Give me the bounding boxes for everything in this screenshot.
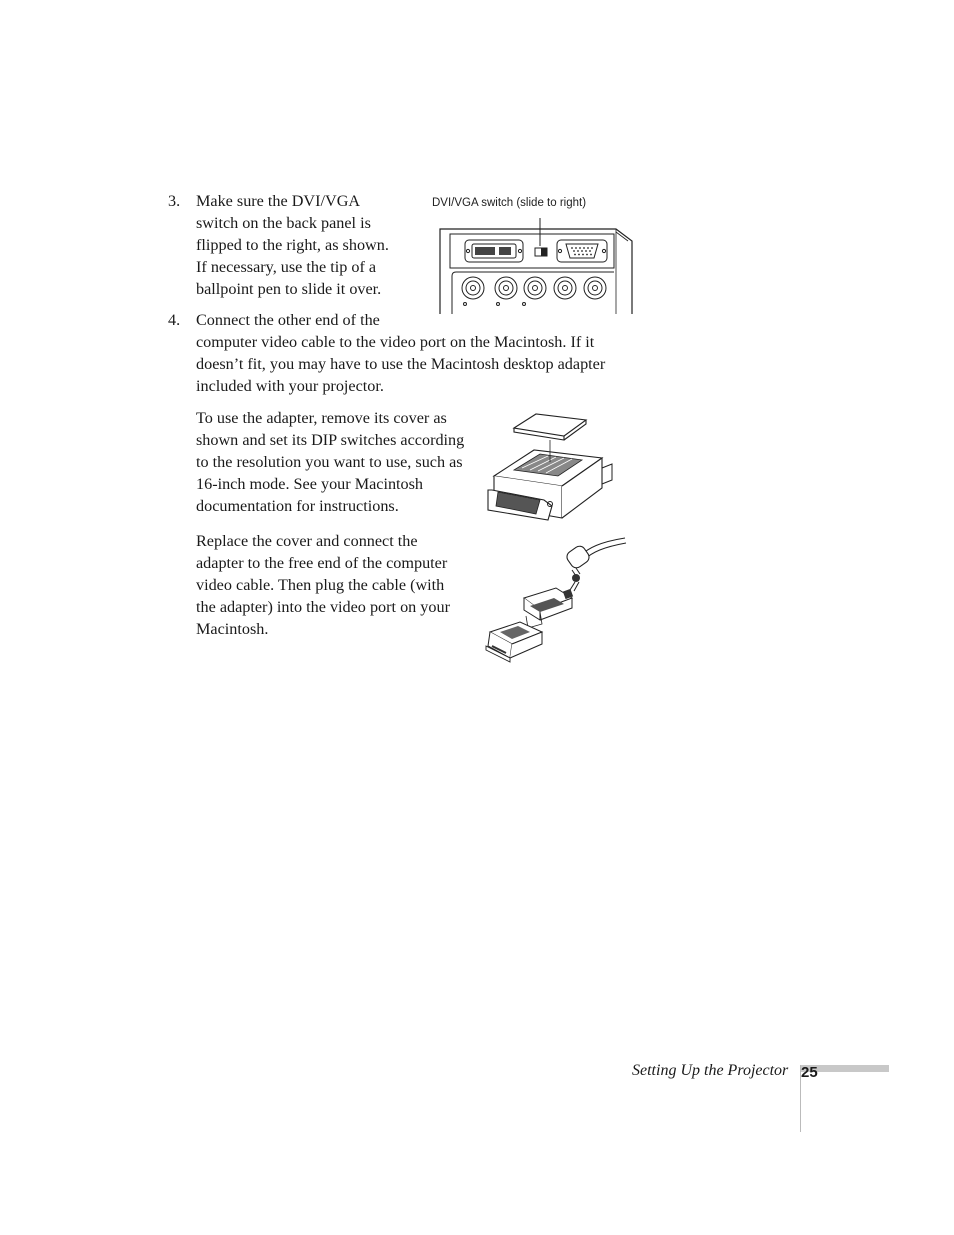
cable-adapter-illustration	[480, 534, 630, 664]
text-line: to the resolution you want to use, such as	[196, 453, 463, 471]
step-4-number: 4.	[168, 311, 181, 329]
text-line: doesn’t fit, you may have to use the Macintosh desktop adapter	[196, 355, 606, 373]
text-line: flipped to the right, as shown.	[196, 236, 389, 254]
step-3-number: 3.	[168, 192, 181, 210]
text-line: Macintosh.	[196, 620, 269, 638]
step-4-text	[196, 309, 636, 397]
adapter-cover-paragraph	[196, 407, 481, 517]
mac-adapter-illustration	[484, 410, 624, 520]
section-title: Setting Up the Projector	[632, 1062, 789, 1079]
text-line: If necessary, use the tip of a	[196, 258, 377, 276]
text-line: To use the adapter, remove its cover as	[196, 409, 447, 427]
back-panel-illustration	[436, 214, 636, 314]
text-line: Make sure the DVI/VGA	[196, 192, 361, 210]
text-line: documentation for instructions.	[196, 497, 399, 515]
text-line: computer video cable to the video port on the Macintosh. If it	[196, 333, 595, 351]
figure-caption: DVI/VGA switch (slide to right)	[432, 197, 587, 209]
text-line: shown and set its DIP switches according	[196, 431, 465, 449]
page-number: 25	[801, 1064, 818, 1081]
text-line: 16-inch mode. See your Macintosh	[196, 475, 424, 493]
replace-cover-paragraph	[196, 530, 481, 640]
text-line: included with your projector.	[196, 377, 384, 395]
text-line: Connect the other end of the	[196, 311, 380, 329]
text-line: Replace the cover and connect the	[196, 532, 418, 550]
step-3-text	[196, 190, 411, 300]
text-line: video cable. Then plug the cable (with	[196, 576, 445, 594]
text-line: switch on the back panel is	[196, 214, 371, 232]
text-line: the adapter) into the video port on your	[196, 598, 450, 616]
text-line: adapter to the free end of the computer	[196, 554, 448, 572]
text-line: ballpoint pen to slide it over.	[196, 280, 382, 298]
